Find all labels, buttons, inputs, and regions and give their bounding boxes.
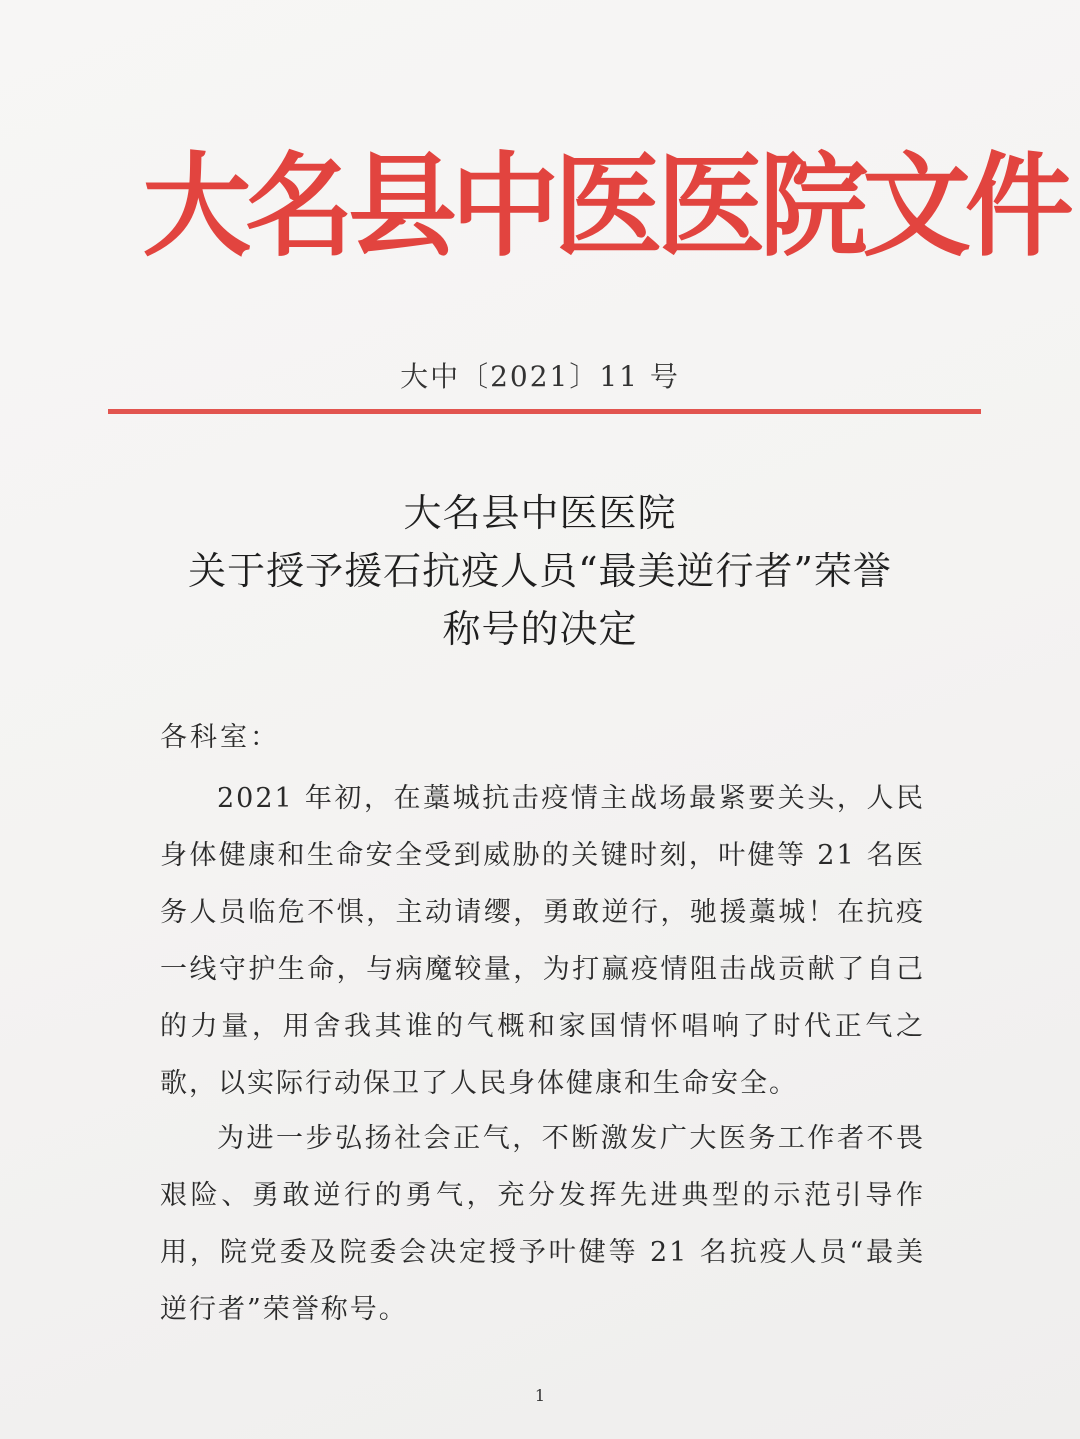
salutation: 各科室： bbox=[160, 722, 280, 753]
title-line-3: 称号的决定 bbox=[442, 607, 638, 651]
document-number: 大中〔2021〕11 号 bbox=[400, 360, 680, 393]
title-line-2: 关于授予援石抗疫人员“最美逆行者”荣誉 bbox=[188, 549, 892, 593]
body-paragraph-2: 为进一步弘扬社会正气，不断激发广大医务工作者不畏艰险、勇敢逆行的勇气，充分发挥先进典型的示范引导作用，院党委及院委会决定授予叶健等 21 名抗疫人员“最美逆行者”荣誉称号。 bbox=[160, 1123, 925, 1325]
page-number: 1 bbox=[534, 1386, 546, 1405]
title-line-1: 大名县中医医院 bbox=[403, 491, 677, 535]
red-header-issuer-title: 大名县中医医院文件 bbox=[142, 142, 1068, 272]
body-paragraph-1: 2021 年初，在藁城抗击疫情主战场最紧要关头，人民身体健康和生命安全受到威胁的关键时刻，叶健等 21 名医务人员临危不惧，主动请缨，勇敢逆行，驰援藁城！在抗疫一线守护生命，与病魔较量，为打赢疫情阻击战贡献了自己的力量，用舍我其谁的气概和家国情怀唱响了时代正气之歌，以实际行动保卫了人民身体健康和生命安全。 bbox=[160, 783, 925, 1099]
red-divider-line bbox=[108, 409, 981, 414]
document-title bbox=[0, 484, 1080, 658]
